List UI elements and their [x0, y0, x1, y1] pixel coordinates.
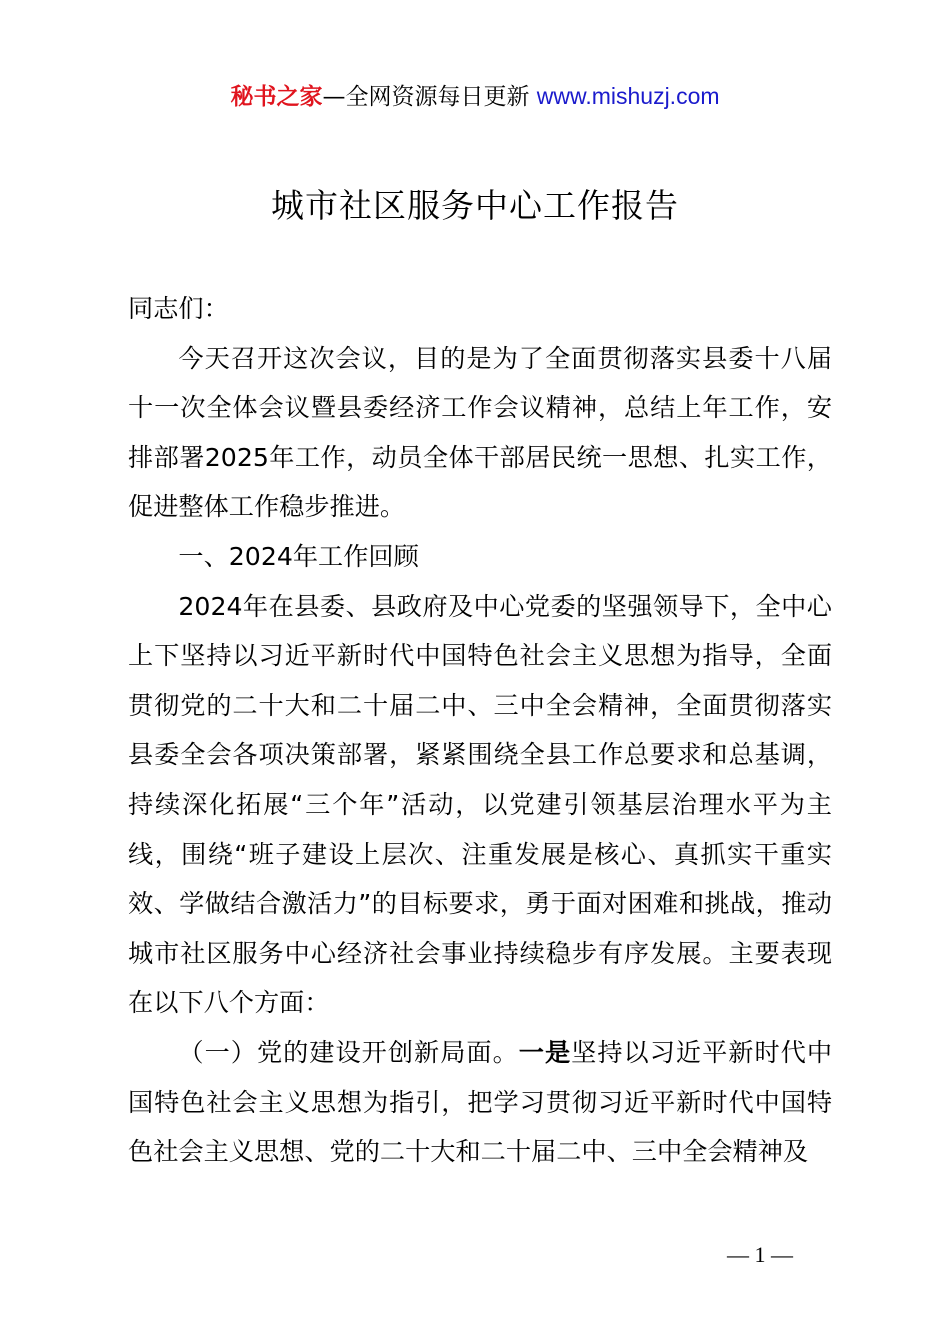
site-banner — [0, 78, 950, 115]
page-number: — 1 — — [727, 1242, 793, 1267]
site-brand: 秘书之家 — [230, 84, 323, 110]
subsection-heading: （一）党的建设开创新局面。 — [178, 1037, 519, 1067]
document-body — [128, 284, 832, 1177]
paragraph-intro: 今天召开这次会议，目的是为了全面贯彻落实县委十八届十一次全体会议暨县委经济工作会议精神，总结上年工作，安排部署2025年工作，动员全体干部居民统一思想、扎实工作，促进整体工作稳步推进。 — [128, 343, 832, 522]
paragraph-party-building — [128, 1028, 832, 1177]
document-title: 城市社区服务中心工作报告 — [271, 186, 679, 225]
section-heading: 一、2024年工作回顾 — [178, 541, 419, 571]
site-slogan: —全网资源每日更新 — [322, 84, 537, 110]
point-text: 坚持以习近平新时代中国特色社会主义思想为指引，把学习贯彻习近平新时代中国特色社会主义思想、党的二十大和二十届二中、三中全会精神及 — [128, 1037, 833, 1167]
site-url-link[interactable]: www.mishuzj.com — [536, 83, 720, 109]
paragraph-review: 2024年在县委、县政府及中心党委的坚强领导下，全中心上下坚持以习近平新时代中国特色社会主义思想为指导，全面贯彻党的二十大和二十届二中、三中全会精神，全面贯彻落实县委全会各项决策部署，紧紧围绕全县工作总要求和总基调，持续深化拓展“三个年”活动，以党建引领基层治理水平为主线，围绕“班子建设上层次、注重发展是核心、真抓实干重实效、学做结合激活力”的目标要求，勇于面对困难和挑战，推动城市社区服务中心经济社会事业持续稳步有序发展。主要表现在以下八个方面： — [128, 591, 832, 1018]
point-lead: 一是 — [518, 1037, 572, 1067]
greeting: 同志们： — [128, 294, 229, 323]
